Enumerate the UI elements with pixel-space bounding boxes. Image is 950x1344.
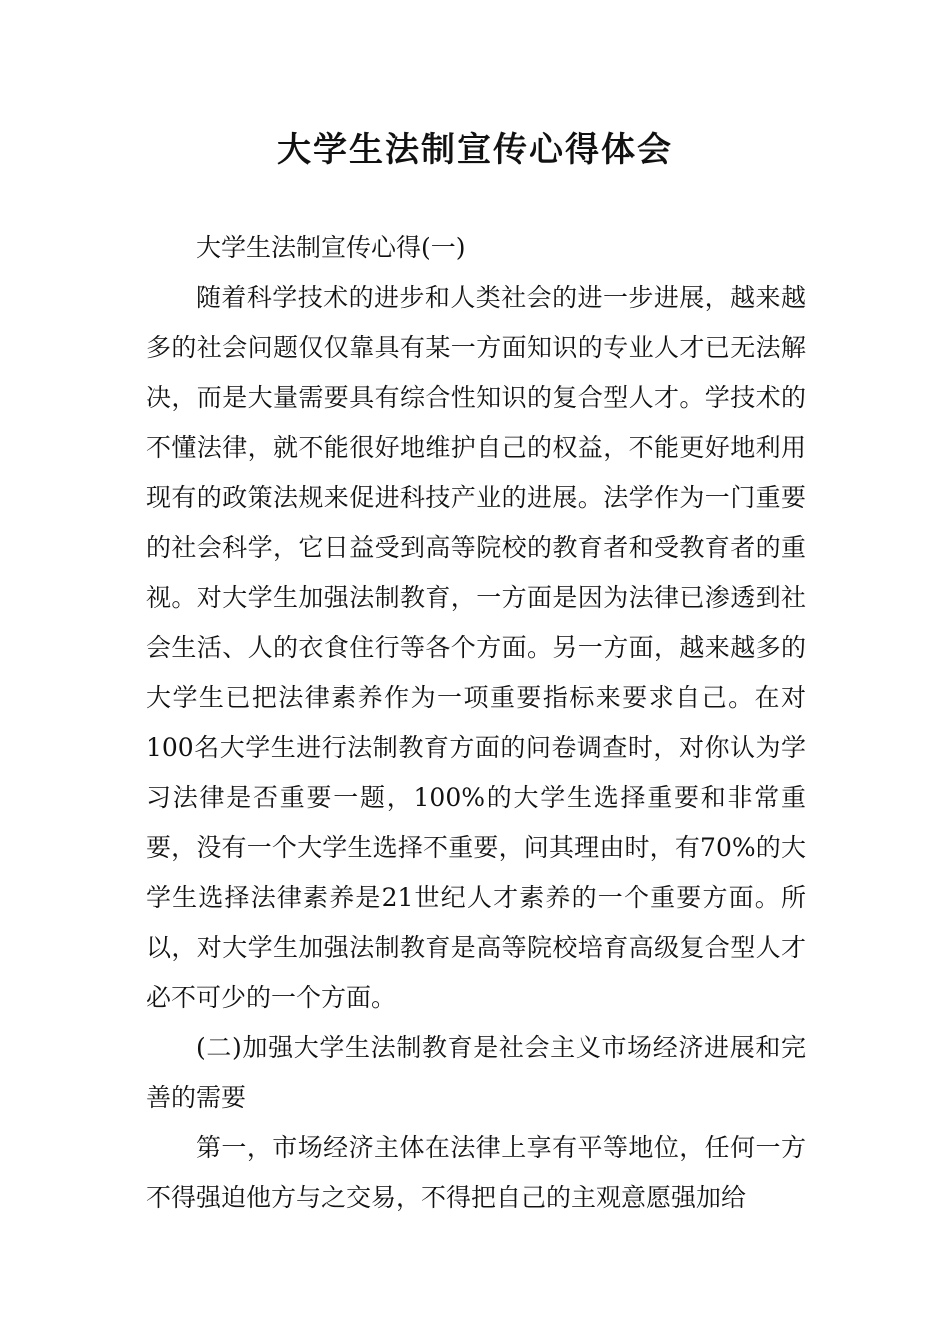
document-body [146,223,806,1223]
body-paragraph-2: 第一，市场经济主体在法律上享有平等地位，任何一方不得强迫他方与之交易，不得把自己的主观意愿强加给 [146,1133,806,1212]
section-heading-1: 大学生法制宣传心得(一) [196,233,466,262]
section-heading-2: (二)加强大学生法制教育是社会主义市场经济进展和完善的需要 [146,1033,806,1112]
body-paragraph-1: 随着科学技术的进步和人类社会的进一步进展，越来越多的社会问题仅仅靠具有某一方面知识的专业人才已无法解决，而是大量需要具有综合性知识的复合型人才。学技术的不懂法律，就不能很好地维护自己的权益，不能更好地利用现有的政策法规来促进科技产业的进展。法学作为一门重要的社会科学，它日益受到高等院校的教育者和受教育者的重视。对大学生加强法制教育，一方面是因为法律已渗透到社会生活、人的衣食住行等各个方面。另一方面，越来越多的大学生已把法律素养作为一项重要指标来要求自己。在对100名大学生进行法制教育方面的问卷调查时，对你认为学习法律是否重要一题，100%的大学生选择重要和非常重要，没有一个大学生选择不重要，问其理由时，有70%的大学生选择法律素养是21世纪人才素养的一个重要方面。所以，对大学生加强法制教育是高等院校培育高级复合型人才必不可少的一个方面。 [146,283,806,1012]
document-title: 大学生法制宣传心得体会 [277,130,673,170]
